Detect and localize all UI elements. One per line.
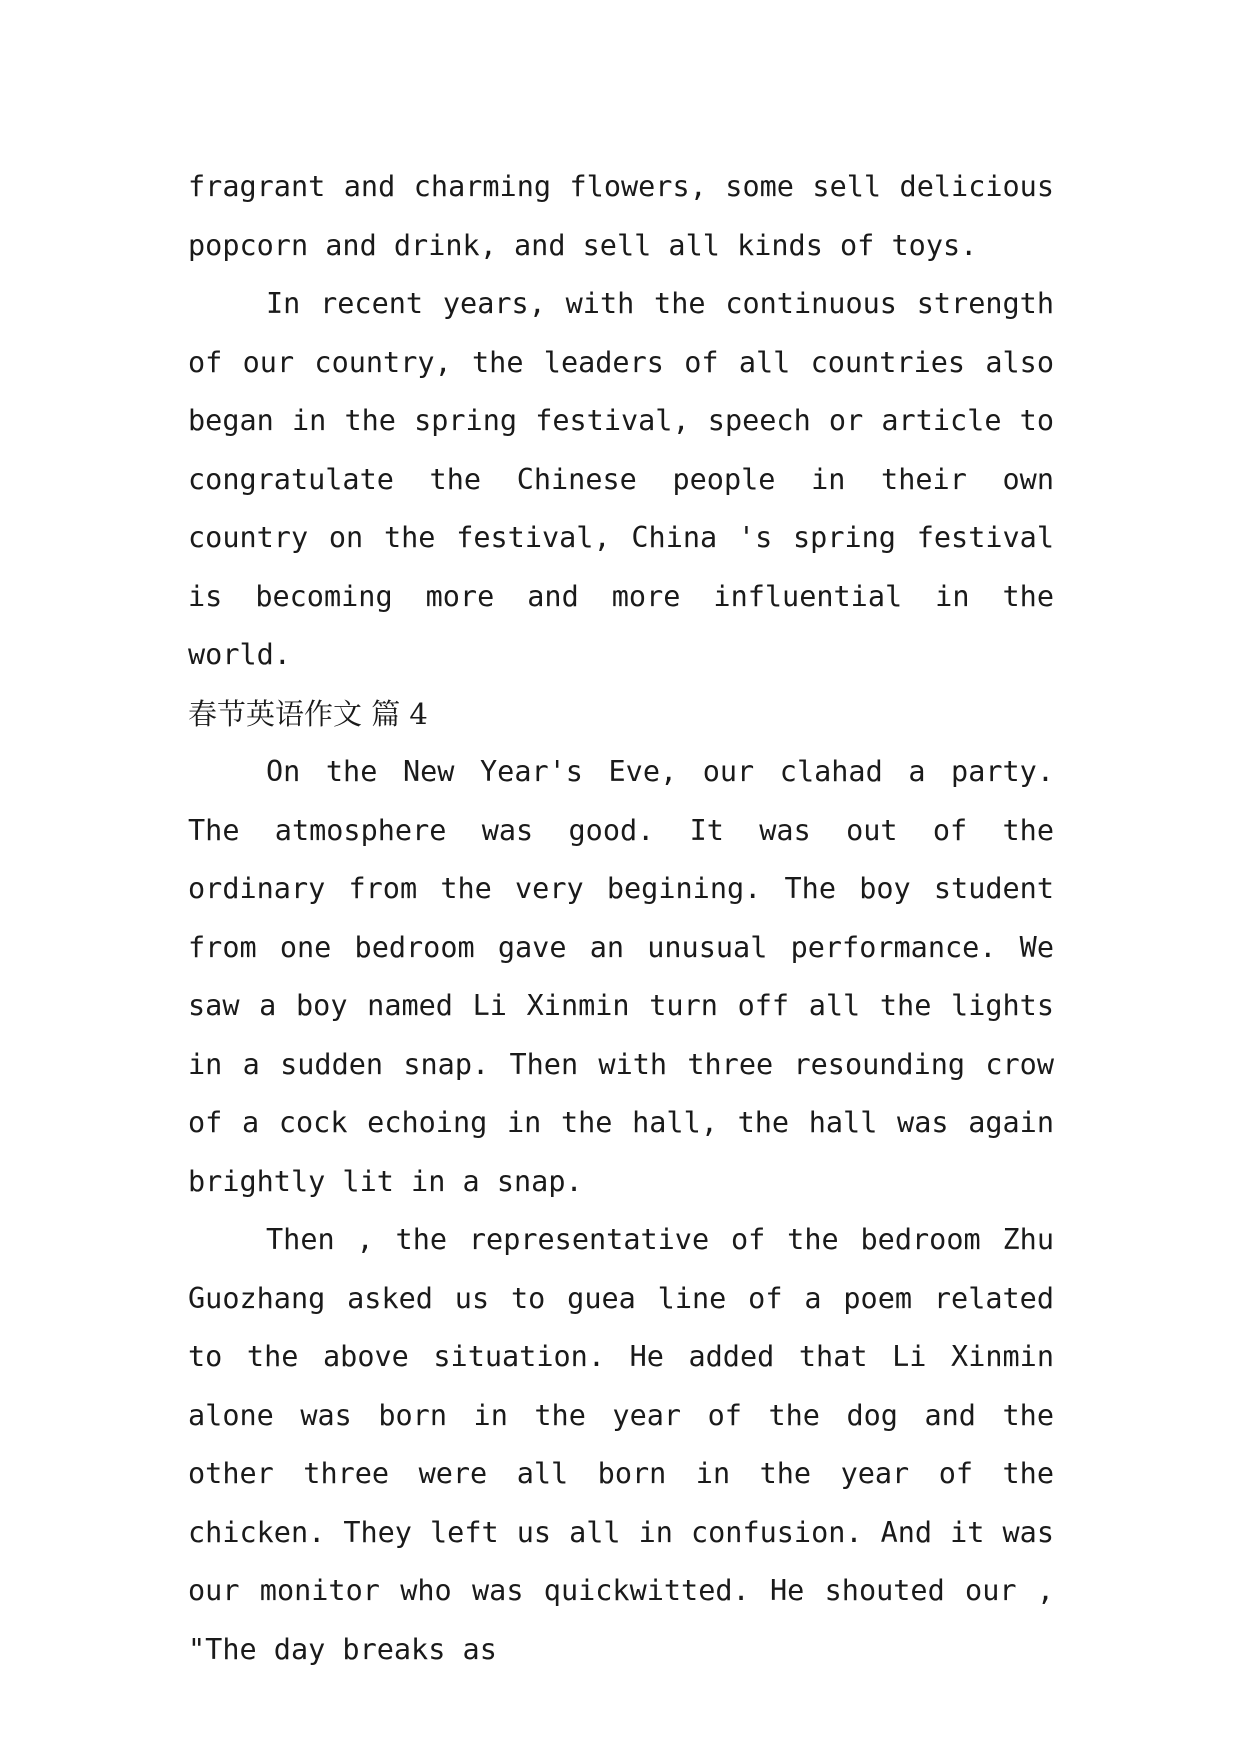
- paragraph-3: On the New Year's Eve, our clahad a party. The atmosphere was good. It was out of the ordinary from the very begining. The boy student from one bedroom gave an unusual performance. We saw a boy named Li Xinmin turn off all the lights in a sudden snap. Then with three resounding crow of a cock echoing in the hall, the hall was again brightly lit in a snap.: [188, 755, 1054, 1198]
- section-heading: 春节英语作文 篇 4: [188, 696, 428, 731]
- paragraph-2: In recent years, with the continuous strength of our country, the leaders of all countries also began in the spring festival, speech or article to congratulate the Chinese people in their own country on the festival, China 's spring festival is becoming more and more influential in the world.: [188, 287, 1054, 671]
- paragraph-1: fragrant and charming flowers, some sell delicious popcorn and drink, and sell all kinds of toys.: [188, 170, 1054, 262]
- document-page: [188, 158, 1054, 1679]
- paragraph-4: Then , the representative of the bedroom Zhu Guozhang asked us to guea line of a poem related to the above situation. He added that Li Xinmin alone was born in the year of the dog and the other three were all born in the year of the chicken. They left us all in confusion. And it was our monitor who was quickwitted. He shouted our , "The day breaks as: [188, 1223, 1054, 1666]
